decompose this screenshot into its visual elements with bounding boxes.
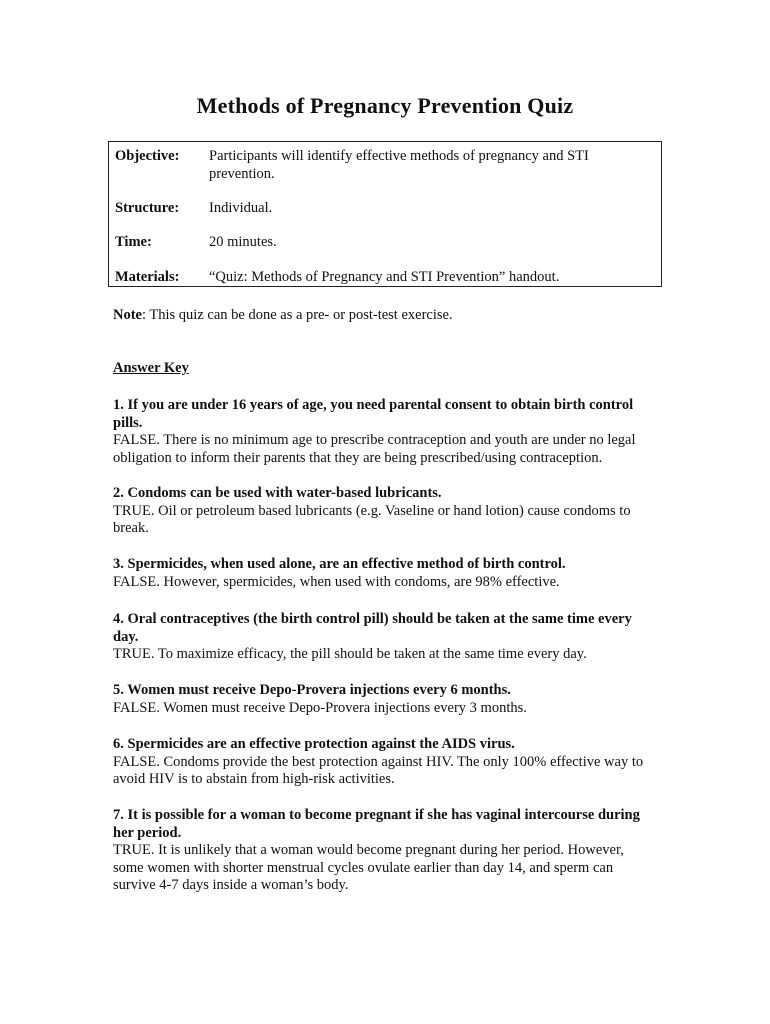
quiz-item-1 <box>113 397 653 467</box>
note-paragraph <box>113 307 453 325</box>
question-2: 2. Condoms can be used with water-based lubricants. <box>113 485 442 501</box>
answer-7: TRUE. It is unlikely that a woman would become pregnant during her period. However, some women with shorter menstrual cycles ovulate earlier than day 14, and sperm can survive 4-7 days inside a woman’s body. <box>113 842 624 893</box>
time-label: Time: <box>115 234 152 250</box>
note-label: Note <box>113 307 142 323</box>
time-value: 20 minutes. <box>209 234 277 250</box>
structure-label: Structure: <box>115 200 180 216</box>
structure-value: Individual. <box>209 200 273 216</box>
objective-label: Objective: <box>115 148 180 164</box>
question-1: 1. If you are under 16 years of age, you need parental consent to obtain birth control pills. <box>113 397 634 431</box>
note-text: : This quiz can be done as a pre- or post-test exercise. <box>142 307 453 323</box>
answer-5: FALSE. Women must receive Depo-Provera injections every 3 months. <box>113 699 527 716</box>
quiz-item-6 <box>113 736 653 789</box>
objective-value: Participants will identify effective methods of pregnancy and STI prevention. <box>209 148 589 182</box>
quiz-item-5 <box>113 682 653 717</box>
question-4: 4. Oral contraceptives (the birth control pill) should be taken at the same time every day. <box>113 611 632 645</box>
quiz-item-2 <box>113 485 653 538</box>
materials-value: “Quiz: Methods of Pregnancy and STI Prevention” handout. <box>209 269 560 285</box>
answer-3: FALSE. However, spermicides, when used with condoms, are 98% effective. <box>113 573 560 590</box>
question-7: 7. It is possible for a woman to become pregnant if she has vaginal intercourse during her period. <box>113 807 640 841</box>
question-5: 5. Women must receive Depo-Provera injections every 6 months. <box>113 682 511 698</box>
answer-6: FALSE. Condoms provide the best protection against HIV. The only 100% effective way to avoid HIV is to abstain from high-risk activities. <box>113 753 644 787</box>
answer-4: TRUE. To maximize efficacy, the pill should be taken at the same time every day. <box>113 646 587 662</box>
question-3: 3. Spermicides, when used alone, are an effective method of birth control. <box>113 556 566 572</box>
materials-label: Materials: <box>115 269 180 285</box>
quiz-item-4 <box>113 611 653 664</box>
quiz-item-7 <box>113 807 653 895</box>
page-title: Methods of Pregnancy Prevention Quiz <box>196 93 574 118</box>
answer-key-heading: Answer Key <box>113 360 189 376</box>
question-6: 6. Spermicides are an effective protection against the AIDS virus. <box>113 736 515 752</box>
answer-2: TRUE. Oil or petroleum based lubricants (e.g. Vaseline or hand lotion) cause condoms to break. <box>113 502 631 536</box>
answer-1: FALSE. There is no minimum age to prescribe contraception and youth are under no legal obligation to inform their parents that they are being prescribed/using contraception. <box>113 432 636 466</box>
activity-info-box <box>108 141 662 287</box>
quiz-item-3 <box>113 556 653 591</box>
